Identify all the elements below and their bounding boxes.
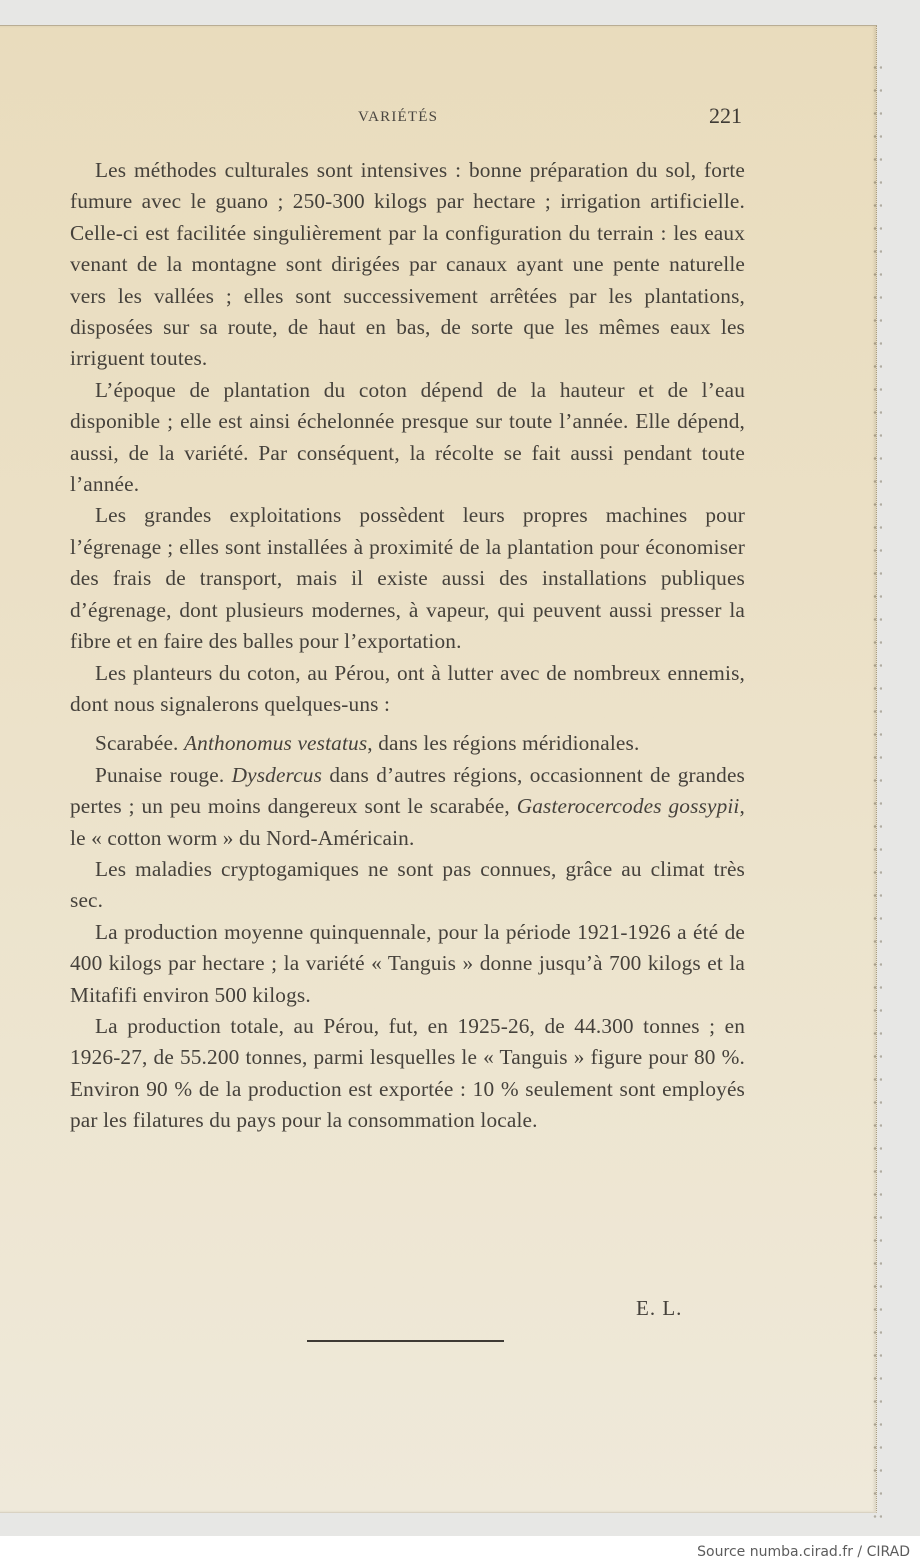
source-credit: Source numba.cirad.fr / CIRAD <box>697 1544 910 1560</box>
paragraph-cultivation-methods: Les méthodes culturales sont intensives : bonne préparation du sol, forte fumure avec le guano ; 250-300 kilogs par hectare ; irrigation artificielle. Celle-ci est facilitée singulièrement par la configuration du terrain : les eaux venant de la montagne sont dirigées par canaux ayant une pente naturelle vers les vallées ; elles sont successivement arrêtées par les plantations, disposées sur sa route, de haut en bas, de sorte que les mêmes eaux les irriguent toutes. <box>70 158 745 371</box>
paragraph-pests-intro: Les planteurs du coton, au Pérou, ont à lutter avec de nombreux ennemis, dont nous signalerons quelques-uns : <box>70 660 745 716</box>
species-name: Anthonomus vestatus <box>184 731 368 756</box>
running-header <box>70 103 742 133</box>
paragraph-diseases: Les maladies cryptogamiques ne sont pas connues, grâce au climat très sec. <box>70 856 745 913</box>
paragraph-ginning: Les grandes exploitations possèdent leurs propres machines pour l’égrenage ; elles sont installées à proximité de la plantation pour économiser des frais de transport, mais il existe aussi des installations publiques d’égrenage, dont plusieurs modernes, à vapeur, qui peuvent aussi presser la fibre et en faire des balles pour l’exportation. <box>70 503 745 654</box>
running-title: VARIÉTÉS <box>358 109 439 125</box>
section-divider-rule <box>307 1340 504 1342</box>
page-number: 221 <box>709 103 742 128</box>
author-signature: E. L. <box>636 1296 683 1320</box>
paragraph-pest-scarabee: Scarabée. Anthonomus vestatus, dans les régions méridionales. <box>95 731 640 756</box>
page-edge-texture <box>872 56 882 1536</box>
paragraph-pest-punaise: Punaise rouge. Dysdercus dans d’autres régions, occasionnent de grandes pertes ; un peu moins dangereux sont le scarabée, Gasterocercodes gossypii, le « cotton worm » du Nord-Américain. <box>70 762 745 850</box>
body-text <box>70 155 745 1137</box>
paragraph-total-production: La production totale, au Pérou, fut, en 1925-26, de 44.300 tonnes ; en 1926-27, de 55.200 tonnes, parmi lesquelles le « Tanguis » figure pour 80 %. Environ 90 % de la production est exportée : 10 % seulement sont employés par les filatures du pays pour la consommation locale. <box>70 1013 745 1133</box>
species-name: Gasterocercodes gossypii <box>516 794 740 819</box>
species-name: Dysdercus <box>231 762 323 787</box>
paragraph-average-yield: La production moyenne quinquennale, pour la période 1921-1926 a été de 400 kilogs par hectare ; la variété « Tanguis » donne jusqu’à 700 kilogs et la Mitafifi environ 500 kilogs. <box>70 919 745 1007</box>
paragraph-planting-season: L’époque de plantation du coton dépend de la hauteur et de l’eau disponible ; elle est ainsi échelonnée presque sur toute l’année. Elle dépend, aussi, de la variété. Par conséquent, la récolte se fait aussi pendant toute l’année. <box>70 377 745 497</box>
